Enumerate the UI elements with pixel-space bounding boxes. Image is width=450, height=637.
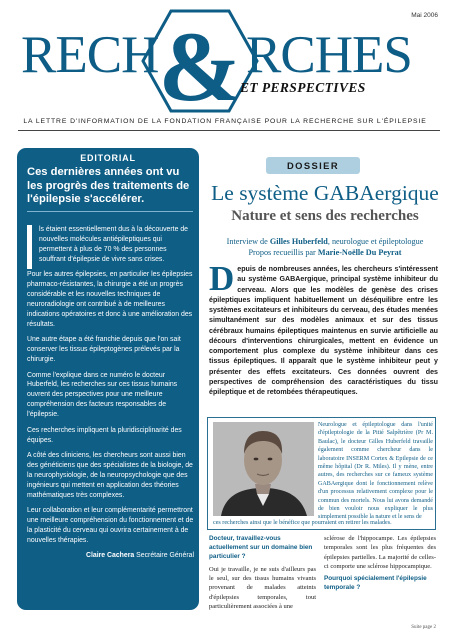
article-byline <box>205 236 445 258</box>
logo-text-left: RECH <box>21 26 159 84</box>
svg-text:&: & <box>158 11 242 114</box>
interview-answer-continued: sclérose de l'hippocampe. Les épilepsies temporales sont les plus fréquentes des épilepsies partielles. La majorité de celles-ci comporte une sclérose hippocampique. <box>324 535 436 570</box>
article-lead <box>209 259 438 397</box>
editorial-paragraph: Comme l'explique dans ce numéro le docteur Huberfeld, les recherches sur ces tissus humains ouvrent des perspectives pour une meilleure compréhension des facteurs responsables de l'épilepsie. <box>27 371 178 419</box>
foundation-tagline: LA LETTRE D'INFORMATION DE LA FONDATION FRANÇAISE POUR LA RECHERCHE SUR L'ÉPILEPSIE <box>23 118 427 125</box>
interviewee-role: , neurologue et épileptologue <box>327 237 424 246</box>
dossier-label: DOSSIER <box>266 157 360 174</box>
masthead <box>0 0 450 124</box>
interview-prefix: Interview de <box>226 237 270 246</box>
continued-note: Suite page 2 <box>411 625 436 630</box>
editorial-title: Ces dernières années ont vu les progrès des traitements de l'épilepsie s'accélérer. <box>27 166 190 206</box>
portrait-caption: Neurologue et épileptologue dans l'unité d'épileptologie de la Pitié Salpêtrière (Pr M. Baulac), le docteur Gilles Huberfeld travaille également comme chercheur dans le laboratoire INSERM Cortex & Epilepsie de ce même hôpital (Dr R. Miles). Il y mène, entre autres, des recherches sur ce fameux système GABAergique dont le fonctionnement relève d'un processus relativement complexe pour le commun des mortels. Nous lui avons demandé de bien vouloir nous expliquer le plus simplement possible la nature et le sens de <box>318 422 433 521</box>
interview-question: Docteur, travaillez-vous actuellement sur un domaine bien particulier ? <box>209 535 313 561</box>
article-subtitle: Nature et sens des recherches <box>231 208 419 224</box>
editorial-panel <box>17 148 199 610</box>
logo-hexagon-emblem <box>141 8 259 114</box>
portrait-person-icon <box>213 422 314 516</box>
portrait-caption-end: ces recherches ainsi que le bénéfice que pourraient en retirer les malades. <box>213 520 392 526</box>
article-title: Le système GABAergique <box>211 181 439 205</box>
editorial-paragraph: Leur collaboration et leur complémentarité permettront une meilleure compréhension du fonctionnement et de la plasticité du cerveau qui ouvrira certainement à de nouvelles thérapies. <box>27 507 194 544</box>
editorial-paragraph: A côté des cliniciens, les chercheurs sont aussi bien des généticiens que des spécialistes de la biologie, de la neurophysiologie, de la neuropsychologie que des ingénieurs qui mettent en application des théories mathématiques très complexes. <box>27 452 193 499</box>
editorial-paragraph: Pour les autres épilepsies, en particulier les épilepsies pharmaco-résistantes, la chirurgie a été un progrès considérable et les nouvelles techniques de neuroradiologie ont contribué à de meilleures indications opératoires et donc à une amélioration des résultats. <box>27 271 193 328</box>
signature-name: Claire Cachera <box>85 552 135 560</box>
lead-dropcap: D <box>209 259 235 298</box>
editorial-paragraph: ls étaient essentiellement dus à la découverte de nouvelles molécules antiépileptiques qui permettent à plus de 70 % des personnes souffrant d'épilepsie de vivre sans crises. <box>39 226 189 263</box>
interview-column-left <box>209 534 316 611</box>
collector-name: Marie-Noëlle Du Peyrat <box>317 248 402 257</box>
portrait-photo <box>213 422 314 516</box>
editorial-paragraph: Ces recherches impliquent la pluridisciplinarité des équipes. <box>27 426 182 444</box>
interview-question: Pourquoi spécialement l'épilepsie temporale ? <box>324 575 427 592</box>
interview-line <box>205 236 445 247</box>
lead-text: epuis de nombreuses années, les chercheurs s'intéressent au système GABAergique, principal système inhibiteur du cerveau. Alors que les modèles de genèse des crises épileptiques impliquent habituellement un déséquilibre entre les systèmes excitateurs et inhibiteurs du cerveau, des études menées simultanément sur des modèles animaux et sur des tissus cérébraux humains épileptiques maintenus en survie artificielle au décours d'interventions chirurgicales, mettent en évidence un comportement plus complexe du système inhibiteur dans ces tissus épileptiques. Il apparaît que le système inhibiteur peut y présenter des effets excitateurs. Ces données ouvrent des perspectives de compréhension des caractéristiques du tissu épileptique et de retombées thérapeutiques. <box>209 265 438 396</box>
tagline-divider <box>18 130 440 131</box>
collected-prefix: Propos recueillis par <box>248 248 318 257</box>
editorial-paragraph: Une autre étape a été franchie depuis que l'on sait conserver les tissus épileptogènes prélevés par la chirurgie. <box>27 336 181 364</box>
signature-role: Secrétaire Général <box>136 552 194 560</box>
logo-text-right: RCHES <box>246 26 412 84</box>
editorial-signature <box>27 551 194 561</box>
editorial-divider <box>27 211 193 212</box>
issue-date: Mai 2006 <box>411 12 438 19</box>
editorial-label: EDITORIAL <box>80 153 136 163</box>
interview-column-right <box>324 534 436 593</box>
logo-subtitle: ET PERSPECTIVES <box>240 80 366 95</box>
interview-answer: Oui je travaille, je ne suis d'ailleurs pas le seul, sur des tissus humains vivants provenant de malades atteints d'épilepsies temporales, tout particulièrement associées à une <box>209 565 316 610</box>
editorial-body <box>27 225 194 561</box>
interviewee-name: Gilles Huberfeld <box>269 237 328 246</box>
collected-line <box>205 247 445 258</box>
